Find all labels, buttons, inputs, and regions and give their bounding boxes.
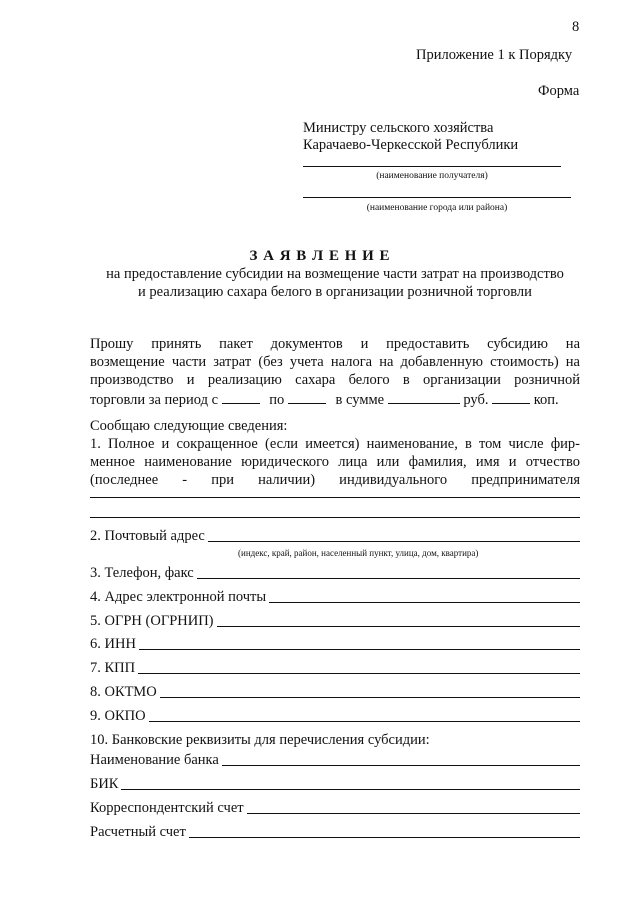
postal-label: 2. Почтовый адрес xyxy=(90,528,205,544)
sum-label: в сумме xyxy=(335,392,385,408)
ogrn-field[interactable] xyxy=(217,612,580,627)
period-prefix: торговли за период с xyxy=(90,392,219,408)
addressee-line2: Карачаево-Черкесской Республики xyxy=(303,137,519,153)
oktmo-label: 8. ОКТМО xyxy=(90,684,157,700)
period-line xyxy=(90,389,580,409)
kpp-row xyxy=(90,659,580,677)
organization-name-field-2[interactable] xyxy=(90,517,580,518)
body-line2: возмещение части затрат (без учета налога на добавленную стоимость) на xyxy=(90,354,580,370)
item1-line2: менное наименование юридического лица или фамилия, имя и отчество xyxy=(90,454,580,470)
bank-name-field[interactable] xyxy=(222,751,580,766)
subtitle-line2: и реализацию сахара белого в организации розничной торговли xyxy=(138,284,532,300)
appendix-label: Приложение 1 к Порядку xyxy=(416,47,573,63)
document-title: З А Я В Л Е Н И Е xyxy=(249,248,391,264)
subtitle-line1: на предоставление субсидии на возмещение части затрат на производство xyxy=(106,266,564,282)
corr-account-label: Корреспондентский счет xyxy=(90,800,244,816)
oktmo-field[interactable] xyxy=(160,683,580,698)
postal-hint: (индекс, край, район, населенный пункт, улица, дом, квартира) xyxy=(238,548,479,558)
bank-details-heading: 10. Банковские реквизиты для перечисления субсидии: xyxy=(90,732,430,748)
settlement-account-label: Расчетный счет xyxy=(90,824,186,840)
period-end-field[interactable] xyxy=(288,389,326,404)
sum-rub-field[interactable] xyxy=(388,389,460,404)
addressee-line1: Министру сельского хозяйства xyxy=(303,120,494,136)
inn-label: 6. ИНН xyxy=(90,636,136,652)
ogrn-row xyxy=(90,612,580,630)
body-line1: Прошу принять пакет документов и предоставить субсидию на xyxy=(90,336,580,352)
info-intro: Сообщаю следующие сведения: xyxy=(90,418,288,434)
oktmo-row xyxy=(90,683,580,701)
bik-row xyxy=(90,775,580,793)
organization-name-field-1[interactable] xyxy=(90,497,580,498)
item1-line1: 1. Полное и сокращенное (если имеется) наименование, в том числе фир- xyxy=(90,436,580,452)
form-label: Форма xyxy=(538,83,580,99)
settlement-account-field[interactable] xyxy=(189,823,580,838)
recipient-name-field[interactable] xyxy=(303,166,561,167)
corr-account-field[interactable] xyxy=(247,799,580,814)
kpp-label: 7. КПП xyxy=(90,660,136,676)
bik-field[interactable] xyxy=(121,775,580,790)
email-field[interactable] xyxy=(269,588,580,603)
page-number: 8 xyxy=(572,19,580,35)
bik-label: БИК xyxy=(90,776,119,792)
city-hint: (наименование города или района) xyxy=(366,203,508,213)
rub-label: руб. xyxy=(463,392,489,408)
postal-address-field[interactable] xyxy=(208,527,580,542)
city-name-field[interactable] xyxy=(303,197,571,198)
item1-line3: (последнее - при наличии) индивидуального предпринимателя xyxy=(90,472,580,488)
settlement-account-row xyxy=(90,823,580,841)
phone-label: 3. Телефон, факс xyxy=(90,565,194,581)
okpo-field[interactable] xyxy=(149,707,580,722)
okpo-label: 9. ОКПО xyxy=(90,708,146,724)
okpo-row xyxy=(90,707,580,725)
recipient-hint: (наименование получателя) xyxy=(376,171,488,181)
kpp-field[interactable] xyxy=(138,659,580,674)
corr-account-row xyxy=(90,799,580,817)
ogrn-label: 5. ОГРН (ОГРНИП) xyxy=(90,613,214,629)
kop-label: коп. xyxy=(533,392,559,408)
period-to-label: по xyxy=(269,392,285,408)
period-start-field[interactable] xyxy=(222,389,260,404)
phone-field[interactable] xyxy=(197,564,580,579)
inn-field[interactable] xyxy=(139,635,580,650)
bank-name-label: Наименование банка xyxy=(90,752,219,768)
email-label: 4. Адрес электронной почты xyxy=(90,589,267,605)
phone-row xyxy=(90,564,580,582)
inn-row xyxy=(90,635,580,653)
sum-kop-field[interactable] xyxy=(492,389,530,404)
email-row xyxy=(90,588,580,606)
body-line3: производство и реализацию сахара белого в организации розничной xyxy=(90,372,580,388)
postal-address-row xyxy=(90,527,580,545)
bank-name-row xyxy=(90,751,580,769)
